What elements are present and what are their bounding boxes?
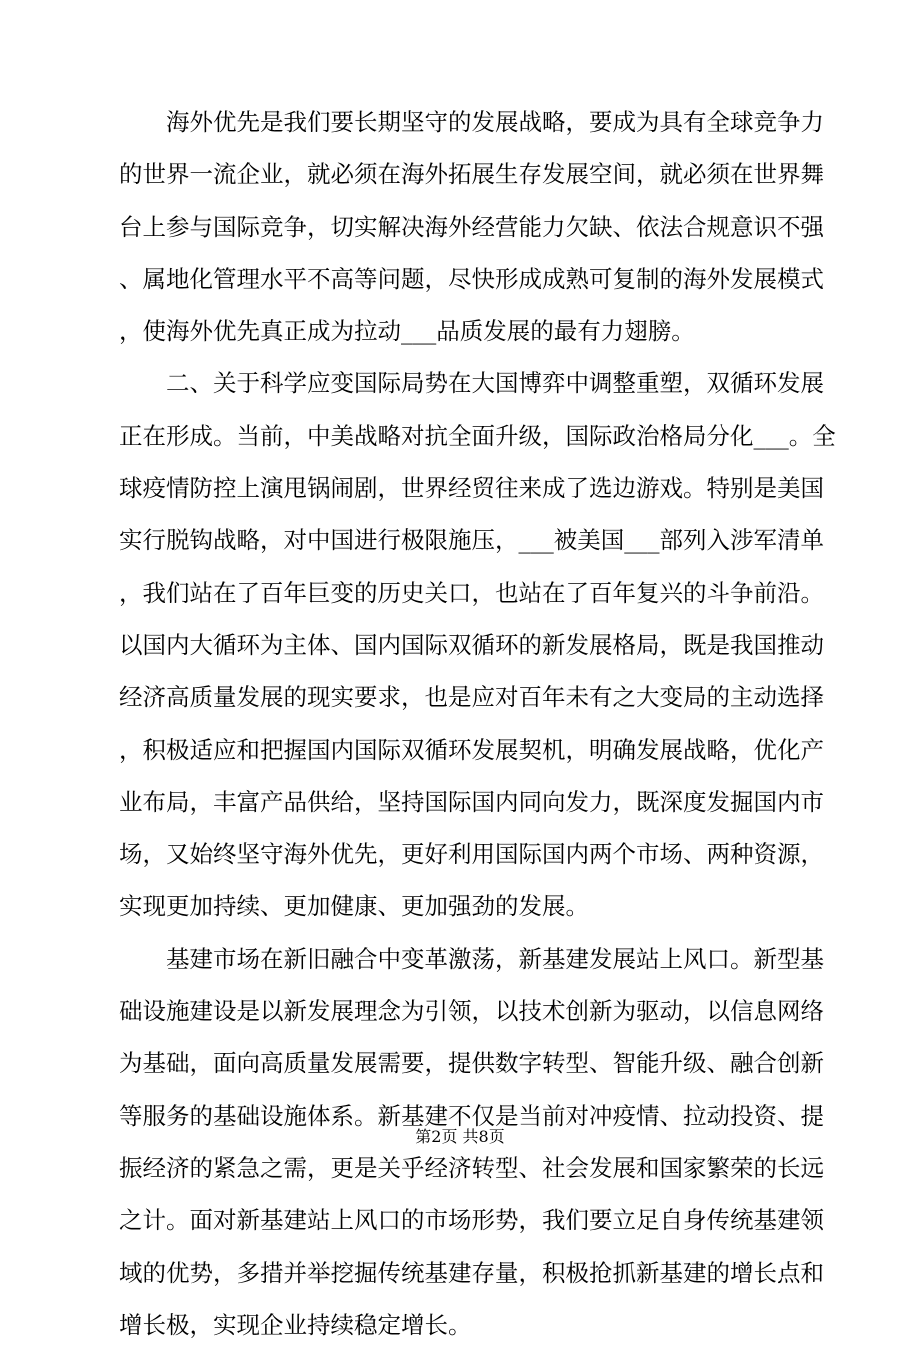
document-body — [119, 96, 836, 1351]
text-line: 二、关于科学应变国际局势在大国博弈中调整重塑，双循环发展 — [119, 369, 824, 398]
text-line: 以国内大循环为主体、国内国际双循环的新发展格局，既是我国推动 — [119, 630, 824, 659]
text-line: 业布局，丰富产品供给，坚持国际国内同向发力，既深度发掘国内市 — [119, 787, 824, 816]
text-line: 实行脱钩战略，对中国进行极限施压，___被美国___部列入涉军清单 — [119, 526, 824, 555]
text-line: 台上参与国际竞争，切实解决海外经营能力欠缺、依法合规意识不强 — [119, 212, 824, 241]
text-line: 海外优先是我们要长期坚守的发展战略，要成为具有全球竞争力 — [119, 108, 824, 136]
text-line: 球疫情防控上演甩锅闹剧，世界经贸往来成了选边游戏。特别是美国 — [119, 474, 824, 503]
paragraph-2 — [119, 357, 836, 932]
text-line: 正在形成。当前，中美战略对抗全面升级，国际政治格局分化___。全 — [119, 421, 836, 450]
text-line: 实现更加持续、更加健康、更加强劲的发展。 — [119, 892, 589, 921]
text-line: 增长极，实现企业持续稳定增长。 — [119, 1310, 472, 1339]
text-line: 的世界一流企业，就必须在海外拓展生存发展空间，就必须在世界舞 — [119, 160, 824, 189]
paragraph-1 — [119, 96, 824, 357]
text-line: 础设施建设是以新发展理念为引领，以技术创新为驱动，以信息网络 — [119, 997, 824, 1026]
text-line: 、属地化管理水平不高等问题，尽快形成成熟可复制的海外发展模式 — [119, 264, 824, 293]
page-number-footer: 第2页 共8页 — [415, 1127, 505, 1146]
text-line: ，我们站在了百年巨变的历史关口，也站在了百年复兴的斗争前沿。 — [119, 578, 824, 607]
text-line: 域的优势，多措并举挖掘传统基建存量，积极抢抓新基建的增长点和 — [119, 1258, 824, 1287]
text-line: 为基础，面向高质量发展需要，提供数字转型、智能升级、融合创新 — [119, 1049, 824, 1078]
text-line: 基建市场在新旧融合中变革激荡，新基建发展站上风口。新型基 — [119, 944, 824, 973]
text-line: 场，又始终坚守海外优先，更好利用国际国内两个市场、两种资源， — [119, 840, 824, 869]
text-line: 振经济的紧急之需，更是关乎经济转型、社会发展和国家繁荣的长远 — [119, 1153, 824, 1182]
text-line: ，积极适应和把握国内国际双循环发展契机，明确发展战略，优化产 — [119, 735, 824, 764]
text-line: 之计。面对新基建站上风口的市场形势，我们要立足自身传统基建领 — [119, 1206, 824, 1235]
text-line: 经济高质量发展的现实要求，也是应对百年未有之大变局的主动选择 — [119, 683, 824, 712]
text-line: ，使海外优先真正成为拉动___品质发展的最有力翅膀。 — [119, 317, 695, 346]
text-line: 等服务的基础设施体系。新基建不仅是当前对冲疫情、拉动投资、提 — [119, 1101, 824, 1130]
